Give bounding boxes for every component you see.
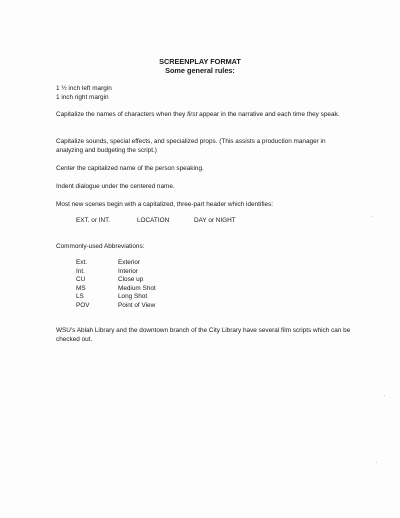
rule-center-name: Center the capitalized name of the person speaking. [56,165,204,172]
rule-capitalize-names-emphasis: first [187,111,198,118]
abbreviation-meaning: Interior [118,267,138,275]
rule-scene-header: Most new scenes begin with a capitalized, three-part header which identifies: [56,201,274,208]
document-title: SCREENPLAY FORMAT [159,57,241,66]
abbreviation-row [76,276,143,285]
abbreviation-row [76,293,147,302]
abbreviation-row [76,259,140,268]
right-margin-rule: 1 inch right margin [56,94,109,101]
abbreviation-row [76,268,138,277]
abbreviation-row [76,302,155,311]
abbreviation-meaning: Point of View [118,301,156,309]
library-note: WSU's Ablah Library and the downtown branch of the City Library have several film scripts which can be checked out. [56,327,351,343]
abbreviation-meaning: Long Shot [118,293,148,300]
rule-capitalize-names-before: Capitalize the names of characters when they [56,111,188,118]
abbreviation-meaning: Exterior [118,259,141,266]
rule-capitalize-sounds: Capitalize sounds, special effects, and specialized props. (This assists a production manager in analyzing and budgeting the script.) [56,138,326,154]
abbreviation-code: MS [76,284,86,292]
rule-indent-dialogue: Indent dialogue under the centered name. [56,183,175,190]
scene-header-part-1: EXT. or INT. [76,217,111,224]
abbreviation-code: Ext. [76,259,88,266]
abbreviations-heading: Commonly-used Abbreviations: [56,243,145,250]
rule-capitalize-names-after: appear in the narrative and each time they speak. [197,111,340,118]
left-margin-rule: 1 ½ inch left margin [56,85,112,92]
scan-speck [384,395,385,396]
scene-header-part-2: LOCATION [137,217,170,224]
abbreviation-code: Int. [76,267,85,275]
scan-speck [372,216,373,217]
abbreviation-meaning: Close up [118,276,144,283]
abbreviation-code: POV [76,301,90,309]
abbreviation-meaning: Medium Shot [118,284,156,292]
scene-header-part-3: DAY or NIGHT [194,217,236,224]
abbreviation-code: CU [76,276,86,283]
document-subtitle: Some general rules: [165,66,235,75]
abbreviation-code: LS [76,293,84,300]
abbreviation-row [76,285,156,294]
rule-capitalize-names [56,111,356,120]
scan-speck [376,462,377,463]
